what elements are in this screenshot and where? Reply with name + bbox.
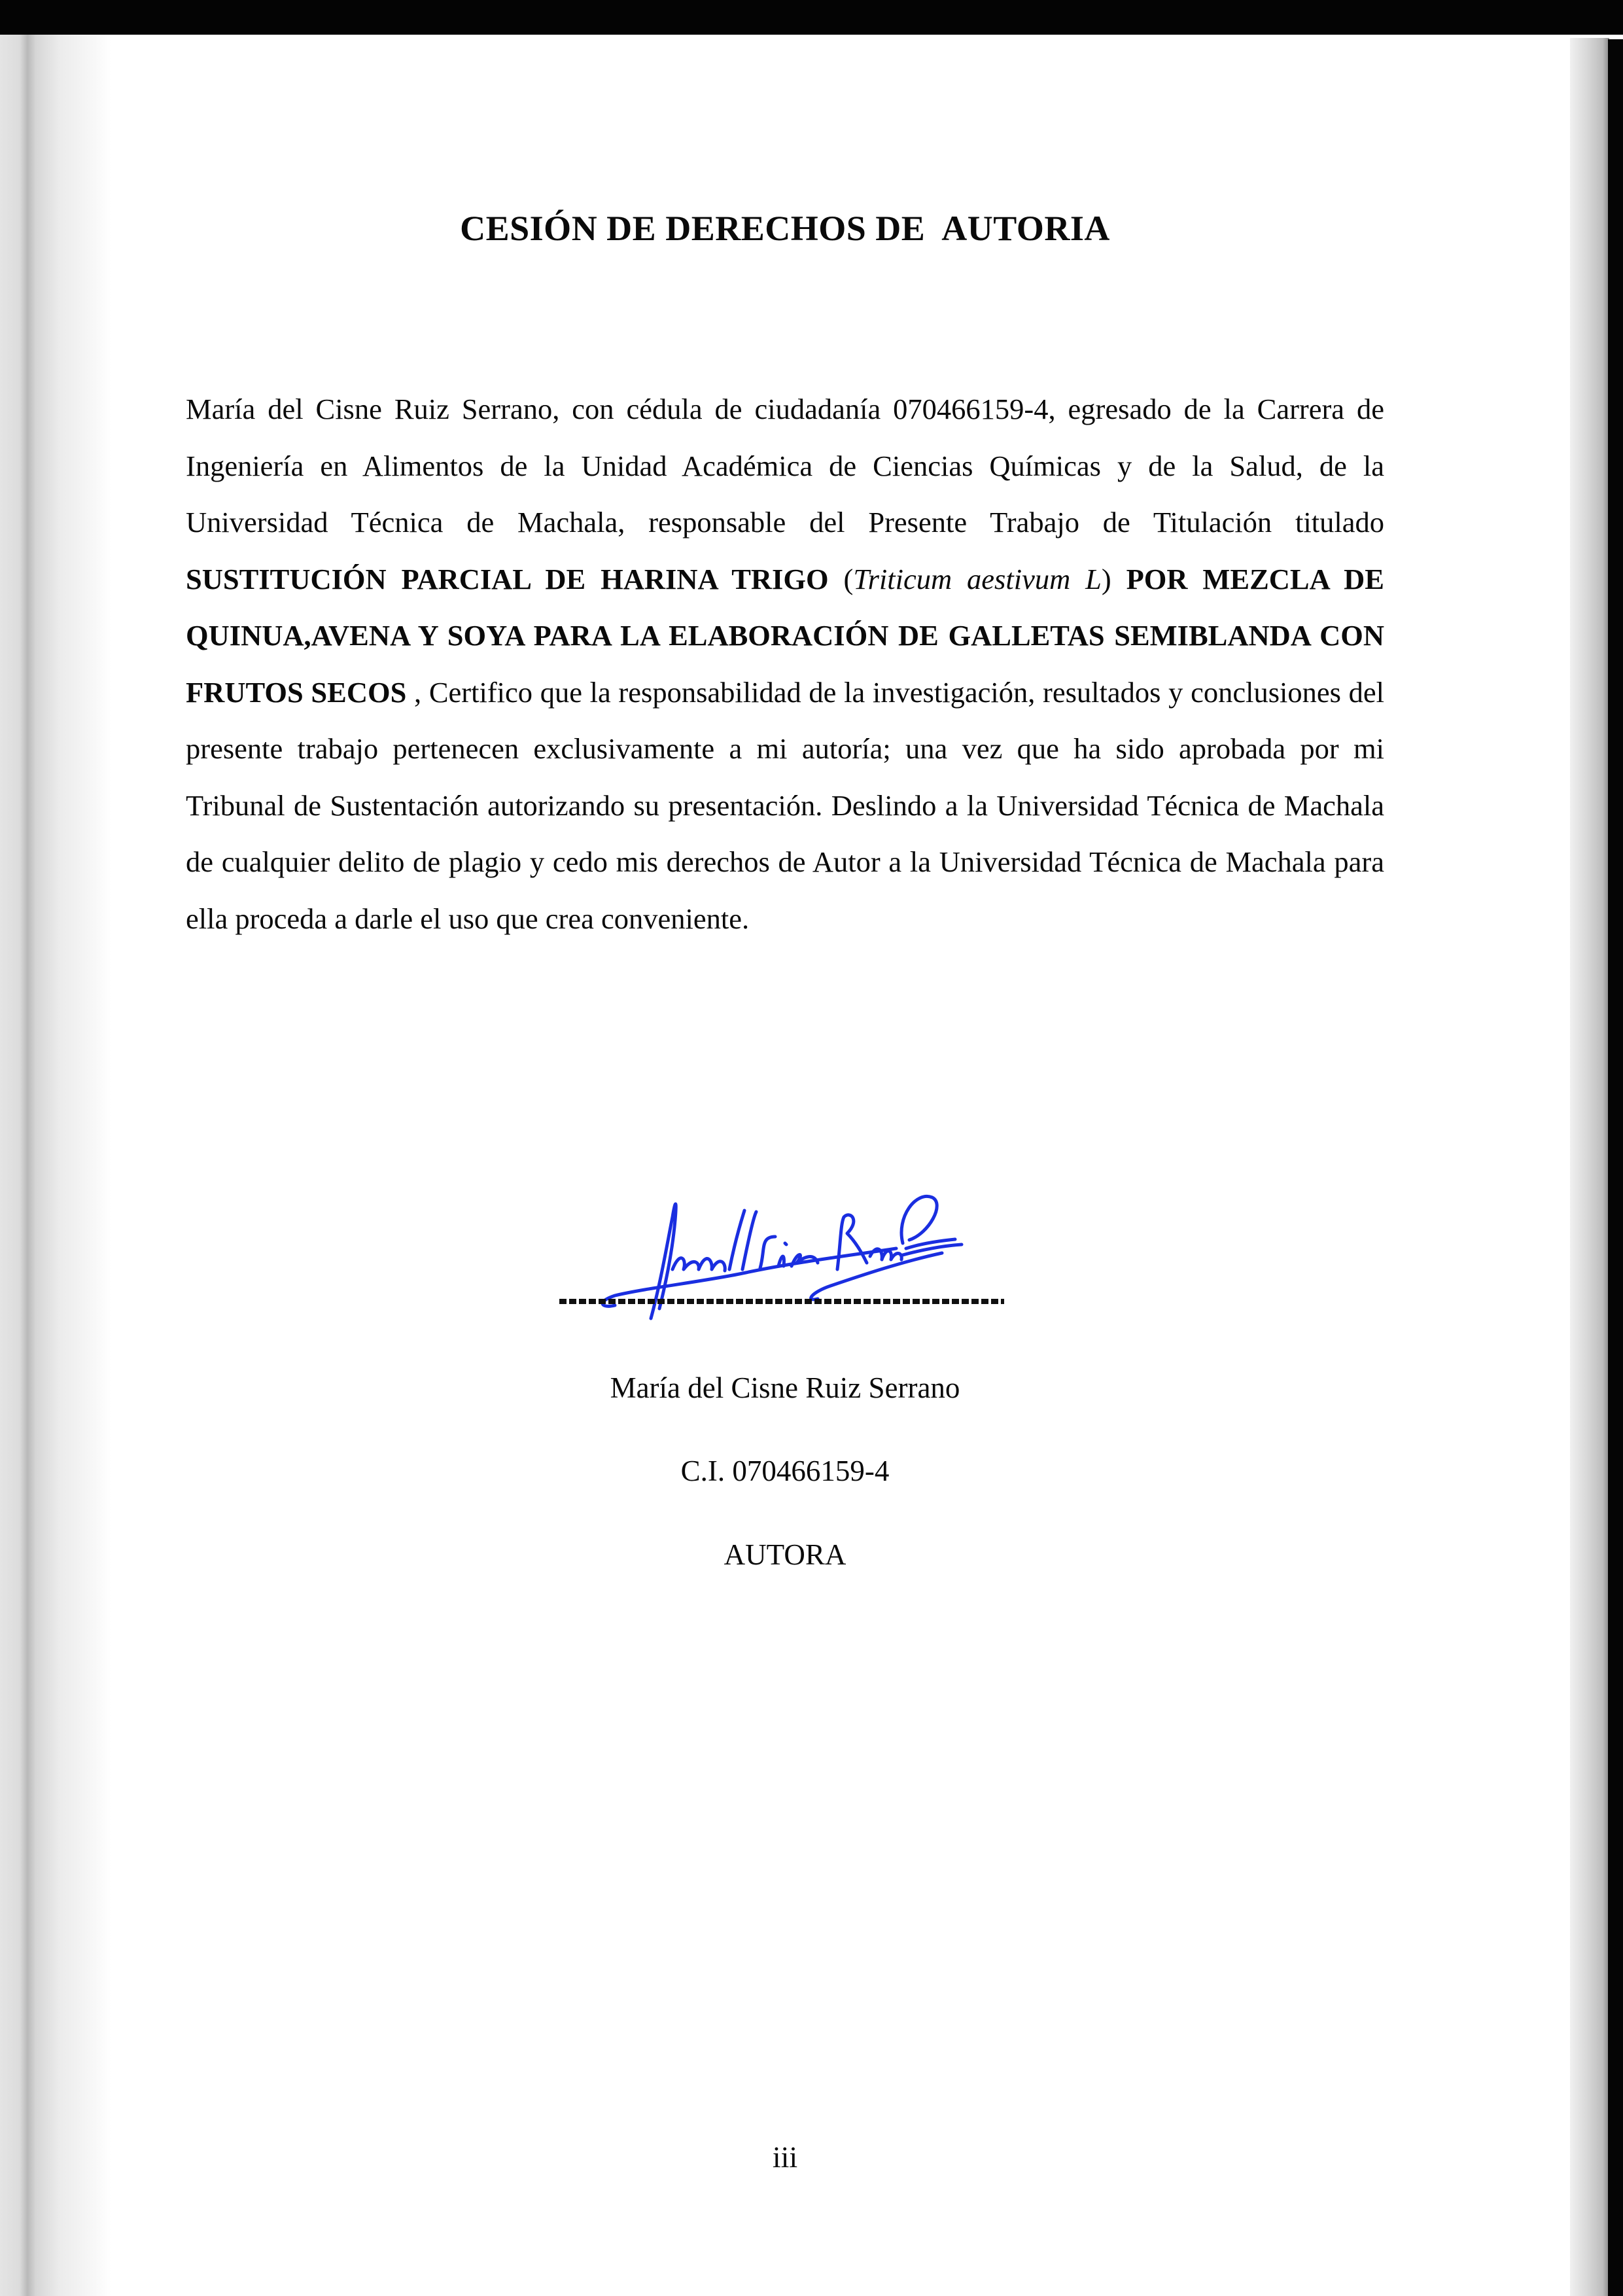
body-paragraph	[186, 381, 1384, 947]
page-number: iii	[772, 2140, 798, 2174]
thesis-title-part1: SUSTITUCIÓN PARCIAL DE HARINA TRIGO	[186, 562, 829, 595]
signature-stroke	[837, 1215, 901, 1269]
body-closing: , Certifico que la responsabilidad de la investigación, resultados y conclusiones del presente trabajo pertenecen exclusivamente a mi autoría; una vez que ha sido aprobada por mi Tribunal de Sustentación autorizando su presentación. Deslindo a la Universidad Técnica de Machala de cualquier delito de plagio y cedo mis derechos de Autor a la Universidad Técnica de Machala para ella proceda a darle el uso que crea conveniente.	[186, 675, 1385, 935]
document-title: CESIÓN DE DERECHOS DE AUTORIA	[460, 209, 1110, 248]
signature-stroke	[672, 1258, 725, 1271]
signature-icon	[589, 1171, 968, 1328]
page-binding-shadow	[0, 35, 111, 2296]
signature-stroke	[729, 1210, 756, 1269]
paren-open: (	[828, 562, 854, 595]
scientific-name: Triticum aestivum L	[853, 562, 1102, 595]
signer-id-number: C.I. 070466159-4	[680, 1455, 890, 1487]
scan-top-border	[0, 0, 1623, 35]
paren-close: )	[1101, 562, 1126, 595]
thesis-title-part2: POR MEZCLA DE QUINUA,AVENA Y SOYA PARA LA ELABORACIÓN DE GALLETAS SEMIBLANDA CON FRUTOS SECOS	[186, 562, 1384, 709]
page-edge-shadow	[1570, 38, 1609, 2296]
signer-role: AUTORA	[724, 1538, 846, 1571]
scan-right-border	[1608, 39, 1623, 2296]
signature-stroke	[901, 1196, 962, 1255]
signer-name: María del Cisne Ruiz Serrano	[610, 1371, 960, 1404]
signature-line	[559, 1299, 1004, 1304]
body-intro: María del Cisne Ruiz Serrano, con cédula de ciudadanía 070466159-4, egresado de la Carrera de Ingeniería en Alimentos de la Unidad Académica de Ciencias Químicas y de la Salud, de la Universidad Técnica de Machala, responsable del Presente Trabajo de Titulación titulado	[186, 393, 1384, 539]
signature-stroke	[811, 1253, 942, 1299]
